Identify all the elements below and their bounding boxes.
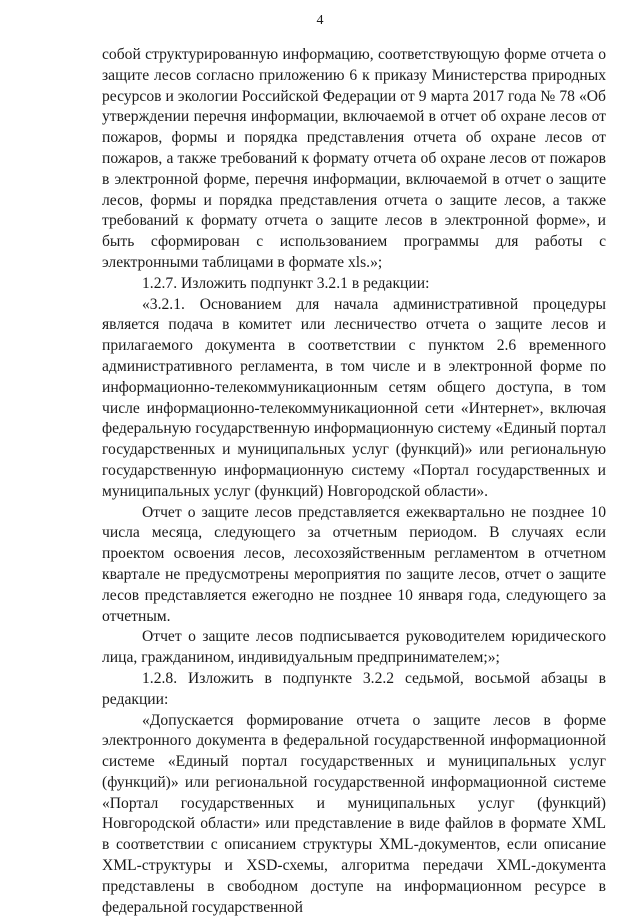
paragraph-electronic-form: «Допускается формирование отчета о защите лесов в форме электронного документа в федеральной государственной информационной системе «Единый портал государственных и муниципальных услуг (функций)» или региональной государственной информационной системе «Портал государственных и муниципальных услуг (функций) Новгородской области» или представление в виде файлов в формате XML в соответствии с описанием структуры XML-документов, если описание XML-структуры и XSD-схемы, алгоритма передачи XML-документа представлены в свободном доступе на информационном ресурсе в федеральной государственной	[102, 711, 606, 918]
document-body	[102, 45, 606, 918]
paragraph-continuation: собой структурированную информацию, соответствующую форме отчета о защите лесов согласно приложению 6 к приказу Министерства природных ресурсов и экологии Российской Федерации от 9 марта 2017 года № 78 «Об утверждении перечня информации, включаемой в отчет об охране лесов от пожаров, формы и порядка представления отчета об охране лесов от пожаров, а также требований к формату отчета об охране лесов от пожаров в электронной форме, перечня информации, включаемой в отчет о защите лесов, формы и порядка представления отчета о защите лесов, а также требований к формату отчета о защите лесов в электронной форме», и быть сформирован с использованием программы для работы с электронными таблицами в формате xls.»;	[102, 45, 606, 274]
paragraph-1-2-7: 1.2.7. Изложить подпункт 3.2.1 в редакции:	[102, 274, 606, 295]
paragraph-report-quarterly: Отчет о защите лесов представляется ежеквартально не позднее 10 числа месяца, следующего за отчетным периодом. В случаях если проектом освоения лесов, лесохозяйственным регламентом в отчетном квартале не предусмотрены мероприятия по защите лесов, отчет о защите лесов представляется ежегодно не позднее 10 января года, следующего за отчетным.	[102, 503, 606, 628]
paragraph-1-2-8: 1.2.8. Изложить в подпункте 3.2.2 седьмой, восьмой абзацы в редакции:	[102, 669, 606, 711]
paragraph-report-signed: Отчет о защите лесов подписывается руководителем юридического лица, гражданином, индивидуальным предпринимателем;»;	[102, 627, 606, 669]
page-number: 4	[0, 13, 640, 29]
paragraph-3-2-1: «3.2.1. Основанием для начала административной процедуры является подача в комитет или лесничество отчета о защите лесов и прилагаемого документа в соответствии с пунктом 2.6 временного административного регламента, в том числе и в электронной форме по информационно-телекоммуникационным сетям общего доступа, в том числе информационно-телекоммуникационной сети «Интернет», включая федеральную государственную информационную систему «Единый портал государственных и муниципальных услуг (функций)» или региональную государственную информационную систему «Портал государственных и муниципальных услуг (функций) Новгородской области».	[102, 295, 606, 503]
